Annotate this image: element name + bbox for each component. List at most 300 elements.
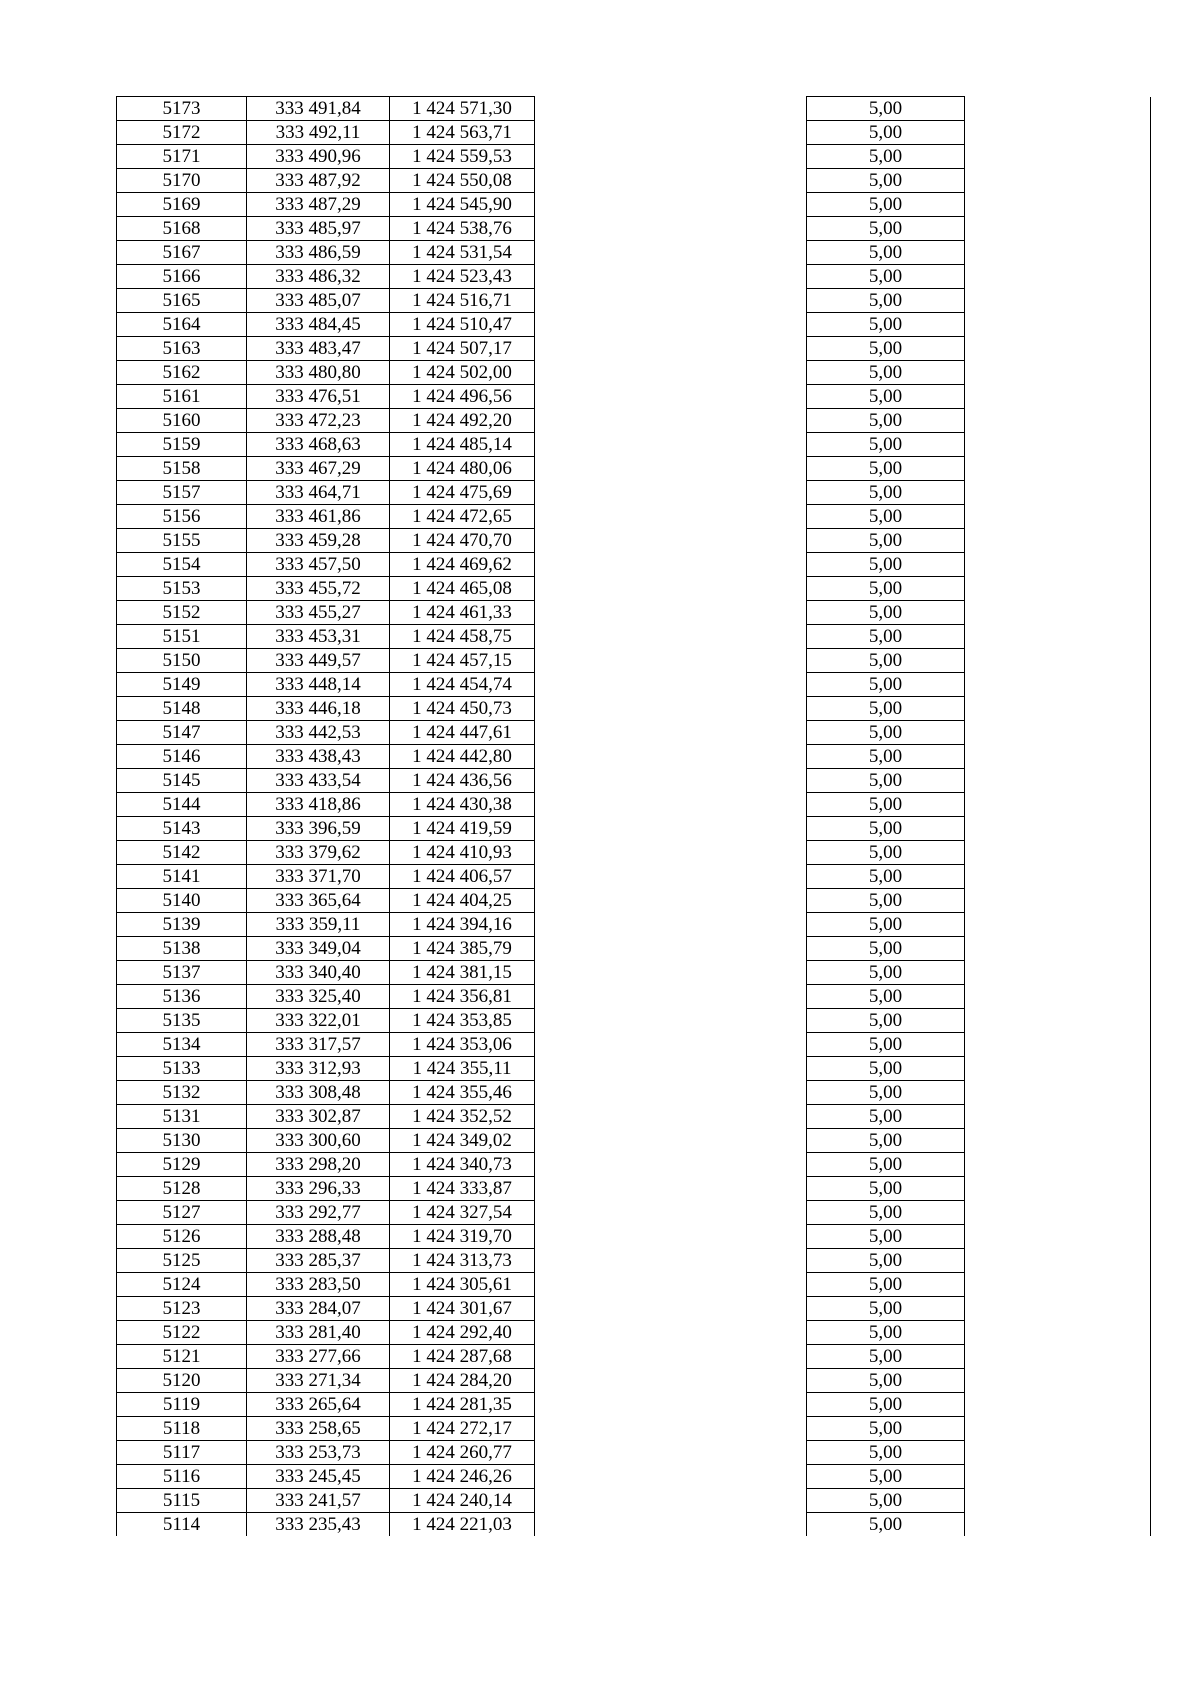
note-cell	[965, 1441, 1151, 1465]
accuracy-cell: 5,00	[807, 241, 965, 265]
point-number-cell: 5152	[117, 601, 247, 625]
description-cell	[535, 841, 807, 865]
table-row	[117, 1513, 1151, 1537]
y-coordinate-cell: 1 424 260,77	[390, 1441, 535, 1465]
table-row	[117, 769, 1151, 793]
y-coordinate-cell: 1 424 319,70	[390, 1225, 535, 1249]
x-coordinate-cell: 333 438,43	[247, 745, 390, 769]
note-cell	[965, 1081, 1151, 1105]
description-cell	[535, 721, 807, 745]
description-cell	[535, 553, 807, 577]
note-cell	[965, 337, 1151, 361]
accuracy-cell: 5,00	[807, 1441, 965, 1465]
accuracy-cell: 5,00	[807, 337, 965, 361]
point-number-cell: 5160	[117, 409, 247, 433]
table-row	[117, 1441, 1151, 1465]
x-coordinate-cell: 333 446,18	[247, 697, 390, 721]
note-cell	[965, 97, 1151, 121]
description-cell	[535, 385, 807, 409]
table-row	[117, 1321, 1151, 1345]
table-row	[117, 1225, 1151, 1249]
point-number-cell: 5119	[117, 1393, 247, 1417]
table-row	[117, 1393, 1151, 1417]
y-coordinate-cell: 1 424 571,30	[390, 97, 535, 121]
table-row	[117, 961, 1151, 985]
x-coordinate-cell: 333 371,70	[247, 865, 390, 889]
description-cell	[535, 1129, 807, 1153]
y-coordinate-cell: 1 424 531,54	[390, 241, 535, 265]
note-cell	[965, 529, 1151, 553]
x-coordinate-cell: 333 288,48	[247, 1225, 390, 1249]
x-coordinate-cell: 333 448,14	[247, 673, 390, 697]
table-row	[117, 529, 1151, 553]
table-row	[117, 625, 1151, 649]
note-cell	[965, 289, 1151, 313]
description-cell	[535, 1033, 807, 1057]
table-row	[117, 841, 1151, 865]
note-cell	[965, 769, 1151, 793]
x-coordinate-cell: 333 476,51	[247, 385, 390, 409]
accuracy-cell: 5,00	[807, 1081, 965, 1105]
x-coordinate-cell: 333 359,11	[247, 913, 390, 937]
accuracy-cell: 5,00	[807, 409, 965, 433]
note-cell	[965, 601, 1151, 625]
accuracy-cell: 5,00	[807, 1465, 965, 1489]
note-cell	[965, 817, 1151, 841]
description-cell	[535, 241, 807, 265]
point-number-cell: 5124	[117, 1273, 247, 1297]
x-coordinate-cell: 333 485,07	[247, 289, 390, 313]
accuracy-cell: 5,00	[807, 1105, 965, 1129]
accuracy-cell: 5,00	[807, 145, 965, 169]
description-cell	[535, 1249, 807, 1273]
note-cell	[965, 1009, 1151, 1033]
table-row	[117, 601, 1151, 625]
table-row	[117, 745, 1151, 769]
x-coordinate-cell: 333 455,72	[247, 577, 390, 601]
table-row	[117, 481, 1151, 505]
x-coordinate-cell: 333 418,86	[247, 793, 390, 817]
note-cell	[965, 1273, 1151, 1297]
note-cell	[965, 553, 1151, 577]
table-row	[117, 121, 1151, 145]
point-number-cell: 5126	[117, 1225, 247, 1249]
table-row	[117, 865, 1151, 889]
description-cell	[535, 1177, 807, 1201]
y-coordinate-cell: 1 424 507,17	[390, 337, 535, 361]
table-row	[117, 1417, 1151, 1441]
y-coordinate-cell: 1 424 469,62	[390, 553, 535, 577]
table-row	[117, 1201, 1151, 1225]
point-number-cell: 5133	[117, 1057, 247, 1081]
table-row	[117, 1057, 1151, 1081]
table-row	[117, 889, 1151, 913]
y-coordinate-cell: 1 424 442,80	[390, 745, 535, 769]
y-coordinate-cell: 1 424 475,69	[390, 481, 535, 505]
point-number-cell: 5149	[117, 673, 247, 697]
description-cell	[535, 1513, 807, 1537]
note-cell	[965, 1033, 1151, 1057]
table-row	[117, 1033, 1151, 1057]
y-coordinate-cell: 1 424 461,33	[390, 601, 535, 625]
point-number-cell: 5114	[117, 1513, 247, 1537]
x-coordinate-cell: 333 459,28	[247, 529, 390, 553]
description-cell	[535, 1273, 807, 1297]
y-coordinate-cell: 1 424 419,59	[390, 817, 535, 841]
table-row	[117, 145, 1151, 169]
point-number-cell: 5122	[117, 1321, 247, 1345]
x-coordinate-cell: 333 490,96	[247, 145, 390, 169]
x-coordinate-cell: 333 457,50	[247, 553, 390, 577]
accuracy-cell: 5,00	[807, 697, 965, 721]
description-cell	[535, 313, 807, 337]
x-coordinate-cell: 333 484,45	[247, 313, 390, 337]
accuracy-cell: 5,00	[807, 1225, 965, 1249]
point-number-cell: 5134	[117, 1033, 247, 1057]
description-cell	[535, 97, 807, 121]
table-row	[117, 505, 1151, 529]
accuracy-cell: 5,00	[807, 937, 965, 961]
note-cell	[965, 1489, 1151, 1513]
accuracy-cell: 5,00	[807, 529, 965, 553]
description-cell	[535, 1153, 807, 1177]
accuracy-cell: 5,00	[807, 361, 965, 385]
note-cell	[965, 265, 1151, 289]
note-cell	[965, 1057, 1151, 1081]
point-number-cell: 5155	[117, 529, 247, 553]
y-coordinate-cell: 1 424 221,03	[390, 1513, 535, 1537]
table-row	[117, 217, 1151, 241]
x-coordinate-cell: 333 241,57	[247, 1489, 390, 1513]
x-coordinate-cell: 333 461,86	[247, 505, 390, 529]
point-number-cell: 5156	[117, 505, 247, 529]
point-number-cell: 5135	[117, 1009, 247, 1033]
accuracy-cell: 5,00	[807, 649, 965, 673]
description-cell	[535, 985, 807, 1009]
table-row	[117, 361, 1151, 385]
description-cell	[535, 649, 807, 673]
point-number-cell: 5151	[117, 625, 247, 649]
point-number-cell: 5161	[117, 385, 247, 409]
table-row	[117, 1345, 1151, 1369]
table-row	[117, 553, 1151, 577]
table-row	[117, 1249, 1151, 1273]
note-cell	[965, 793, 1151, 817]
description-cell	[535, 673, 807, 697]
accuracy-cell: 5,00	[807, 1345, 965, 1369]
note-cell	[965, 241, 1151, 265]
x-coordinate-cell: 333 245,45	[247, 1465, 390, 1489]
table-row	[117, 385, 1151, 409]
accuracy-cell: 5,00	[807, 217, 965, 241]
description-cell	[535, 769, 807, 793]
x-coordinate-cell: 333 253,73	[247, 1441, 390, 1465]
x-coordinate-cell: 333 258,65	[247, 1417, 390, 1441]
x-coordinate-cell: 333 298,20	[247, 1153, 390, 1177]
x-coordinate-cell: 333 433,54	[247, 769, 390, 793]
y-coordinate-cell: 1 424 457,15	[390, 649, 535, 673]
x-coordinate-cell: 333 349,04	[247, 937, 390, 961]
note-cell	[965, 577, 1151, 601]
point-number-cell: 5150	[117, 649, 247, 673]
table-row	[117, 457, 1151, 481]
description-cell	[535, 913, 807, 937]
description-cell	[535, 817, 807, 841]
y-coordinate-cell: 1 424 356,81	[390, 985, 535, 1009]
note-cell	[965, 169, 1151, 193]
point-number-cell: 5157	[117, 481, 247, 505]
note-cell	[965, 625, 1151, 649]
x-coordinate-cell: 333 396,59	[247, 817, 390, 841]
x-coordinate-cell: 333 453,31	[247, 625, 390, 649]
accuracy-cell: 5,00	[807, 97, 965, 121]
description-cell	[535, 1081, 807, 1105]
description-cell	[535, 1465, 807, 1489]
note-cell	[965, 121, 1151, 145]
point-number-cell: 5170	[117, 169, 247, 193]
point-number-cell: 5147	[117, 721, 247, 745]
table-row	[117, 673, 1151, 697]
note-cell	[965, 745, 1151, 769]
point-number-cell: 5129	[117, 1153, 247, 1177]
accuracy-cell: 5,00	[807, 577, 965, 601]
x-coordinate-cell: 333 317,57	[247, 1033, 390, 1057]
description-cell	[535, 481, 807, 505]
point-number-cell: 5130	[117, 1129, 247, 1153]
description-cell	[535, 409, 807, 433]
x-coordinate-cell: 333 483,47	[247, 337, 390, 361]
table-row	[117, 337, 1151, 361]
accuracy-cell: 5,00	[807, 1201, 965, 1225]
description-cell	[535, 865, 807, 889]
y-coordinate-cell: 1 424 281,35	[390, 1393, 535, 1417]
description-cell	[535, 1297, 807, 1321]
point-number-cell: 5145	[117, 769, 247, 793]
accuracy-cell: 5,00	[807, 601, 965, 625]
accuracy-cell: 5,00	[807, 1057, 965, 1081]
point-number-cell: 5159	[117, 433, 247, 457]
note-cell	[965, 1201, 1151, 1225]
y-coordinate-cell: 1 424 301,67	[390, 1297, 535, 1321]
description-cell	[535, 1225, 807, 1249]
description-cell	[535, 1201, 807, 1225]
y-coordinate-cell: 1 424 381,15	[390, 961, 535, 985]
y-coordinate-cell: 1 424 563,71	[390, 121, 535, 145]
x-coordinate-cell: 333 487,29	[247, 193, 390, 217]
x-coordinate-cell: 333 442,53	[247, 721, 390, 745]
accuracy-cell: 5,00	[807, 1177, 965, 1201]
point-number-cell: 5137	[117, 961, 247, 985]
accuracy-cell: 5,00	[807, 1033, 965, 1057]
accuracy-cell: 5,00	[807, 1249, 965, 1273]
point-number-cell: 5172	[117, 121, 247, 145]
x-coordinate-cell: 333 322,01	[247, 1009, 390, 1033]
point-number-cell: 5138	[117, 937, 247, 961]
table-row	[117, 1153, 1151, 1177]
y-coordinate-cell: 1 424 470,70	[390, 529, 535, 553]
accuracy-cell: 5,00	[807, 433, 965, 457]
x-coordinate-cell: 333 467,29	[247, 457, 390, 481]
accuracy-cell: 5,00	[807, 889, 965, 913]
x-coordinate-cell: 333 486,32	[247, 265, 390, 289]
point-number-cell: 5166	[117, 265, 247, 289]
table-row	[117, 97, 1151, 121]
accuracy-cell: 5,00	[807, 1297, 965, 1321]
note-cell	[965, 313, 1151, 337]
accuracy-cell: 5,00	[807, 505, 965, 529]
x-coordinate-cell: 333 300,60	[247, 1129, 390, 1153]
table-row	[117, 793, 1151, 817]
accuracy-cell: 5,00	[807, 289, 965, 313]
table-row	[117, 1465, 1151, 1489]
description-cell	[535, 265, 807, 289]
point-number-cell: 5125	[117, 1249, 247, 1273]
description-cell	[535, 1417, 807, 1441]
description-cell	[535, 601, 807, 625]
note-cell	[965, 937, 1151, 961]
accuracy-cell: 5,00	[807, 193, 965, 217]
accuracy-cell: 5,00	[807, 673, 965, 697]
x-coordinate-cell: 333 464,71	[247, 481, 390, 505]
point-number-cell: 5120	[117, 1369, 247, 1393]
y-coordinate-cell: 1 424 480,06	[390, 457, 535, 481]
y-coordinate-cell: 1 424 353,85	[390, 1009, 535, 1033]
point-number-cell: 5144	[117, 793, 247, 817]
table-row	[117, 1009, 1151, 1033]
table-row	[117, 409, 1151, 433]
table-row	[117, 721, 1151, 745]
point-number-cell: 5127	[117, 1201, 247, 1225]
note-cell	[965, 409, 1151, 433]
x-coordinate-cell: 333 365,64	[247, 889, 390, 913]
x-coordinate-cell: 333 487,92	[247, 169, 390, 193]
x-coordinate-cell: 333 271,34	[247, 1369, 390, 1393]
x-coordinate-cell: 333 449,57	[247, 649, 390, 673]
description-cell	[535, 145, 807, 169]
y-coordinate-cell: 1 424 406,57	[390, 865, 535, 889]
accuracy-cell: 5,00	[807, 1417, 965, 1441]
x-coordinate-cell: 333 491,84	[247, 97, 390, 121]
note-cell	[965, 361, 1151, 385]
point-number-cell: 5165	[117, 289, 247, 313]
y-coordinate-cell: 1 424 240,14	[390, 1489, 535, 1513]
y-coordinate-cell: 1 424 394,16	[390, 913, 535, 937]
point-number-cell: 5164	[117, 313, 247, 337]
table-row	[117, 1081, 1151, 1105]
x-coordinate-cell: 333 480,80	[247, 361, 390, 385]
y-coordinate-cell: 1 424 472,65	[390, 505, 535, 529]
table-row	[117, 193, 1151, 217]
description-cell	[535, 697, 807, 721]
note-cell	[965, 1105, 1151, 1129]
y-coordinate-cell: 1 424 465,08	[390, 577, 535, 601]
note-cell	[965, 145, 1151, 169]
accuracy-cell: 5,00	[807, 721, 965, 745]
description-cell	[535, 505, 807, 529]
x-coordinate-cell: 333 281,40	[247, 1321, 390, 1345]
table-row	[117, 241, 1151, 265]
accuracy-cell: 5,00	[807, 1009, 965, 1033]
accuracy-cell: 5,00	[807, 457, 965, 481]
point-number-cell: 5121	[117, 1345, 247, 1369]
point-number-cell: 5167	[117, 241, 247, 265]
y-coordinate-cell: 1 424 349,02	[390, 1129, 535, 1153]
table-row	[117, 697, 1151, 721]
y-coordinate-cell: 1 424 327,54	[390, 1201, 535, 1225]
y-coordinate-cell: 1 424 436,56	[390, 769, 535, 793]
table-row	[117, 1273, 1151, 1297]
x-coordinate-cell: 333 485,97	[247, 217, 390, 241]
point-number-cell: 5116	[117, 1465, 247, 1489]
y-coordinate-cell: 1 424 492,20	[390, 409, 535, 433]
note-cell	[965, 649, 1151, 673]
accuracy-cell: 5,00	[807, 625, 965, 649]
description-cell	[535, 361, 807, 385]
y-coordinate-cell: 1 424 516,71	[390, 289, 535, 313]
y-coordinate-cell: 1 424 496,56	[390, 385, 535, 409]
note-cell	[965, 1129, 1151, 1153]
note-cell	[965, 1369, 1151, 1393]
table-row	[117, 649, 1151, 673]
y-coordinate-cell: 1 424 305,61	[390, 1273, 535, 1297]
y-coordinate-cell: 1 424 333,87	[390, 1177, 535, 1201]
y-coordinate-cell: 1 424 545,90	[390, 193, 535, 217]
y-coordinate-cell: 1 424 313,73	[390, 1249, 535, 1273]
y-coordinate-cell: 1 424 284,20	[390, 1369, 535, 1393]
accuracy-cell: 5,00	[807, 769, 965, 793]
description-cell	[535, 289, 807, 313]
note-cell	[965, 1177, 1151, 1201]
note-cell	[965, 1249, 1151, 1273]
accuracy-cell: 5,00	[807, 121, 965, 145]
note-cell	[965, 865, 1151, 889]
note-cell	[965, 481, 1151, 505]
point-number-cell: 5146	[117, 745, 247, 769]
table-row	[117, 169, 1151, 193]
coordinates-table-body	[117, 97, 1151, 1537]
point-number-cell: 5115	[117, 1489, 247, 1513]
accuracy-cell: 5,00	[807, 265, 965, 289]
y-coordinate-cell: 1 424 485,14	[390, 433, 535, 457]
table-row	[117, 577, 1151, 601]
x-coordinate-cell: 333 285,37	[247, 1249, 390, 1273]
note-cell	[965, 457, 1151, 481]
point-number-cell: 5131	[117, 1105, 247, 1129]
x-coordinate-cell: 333 283,50	[247, 1273, 390, 1297]
x-coordinate-cell: 333 292,77	[247, 1201, 390, 1225]
description-cell	[535, 193, 807, 217]
y-coordinate-cell: 1 424 353,06	[390, 1033, 535, 1057]
point-number-cell: 5142	[117, 841, 247, 865]
point-number-cell: 5154	[117, 553, 247, 577]
note-cell	[965, 433, 1151, 457]
table-row	[117, 1129, 1151, 1153]
note-cell	[965, 385, 1151, 409]
description-cell	[535, 529, 807, 553]
point-number-cell: 5143	[117, 817, 247, 841]
table-row	[117, 289, 1151, 313]
note-cell	[965, 985, 1151, 1009]
description-cell	[535, 1321, 807, 1345]
x-coordinate-cell: 333 340,40	[247, 961, 390, 985]
point-number-cell: 5139	[117, 913, 247, 937]
y-coordinate-cell: 1 424 458,75	[390, 625, 535, 649]
y-coordinate-cell: 1 424 410,93	[390, 841, 535, 865]
point-number-cell: 5123	[117, 1297, 247, 1321]
point-number-cell: 5128	[117, 1177, 247, 1201]
point-number-cell: 5163	[117, 337, 247, 361]
description-cell	[535, 1345, 807, 1369]
